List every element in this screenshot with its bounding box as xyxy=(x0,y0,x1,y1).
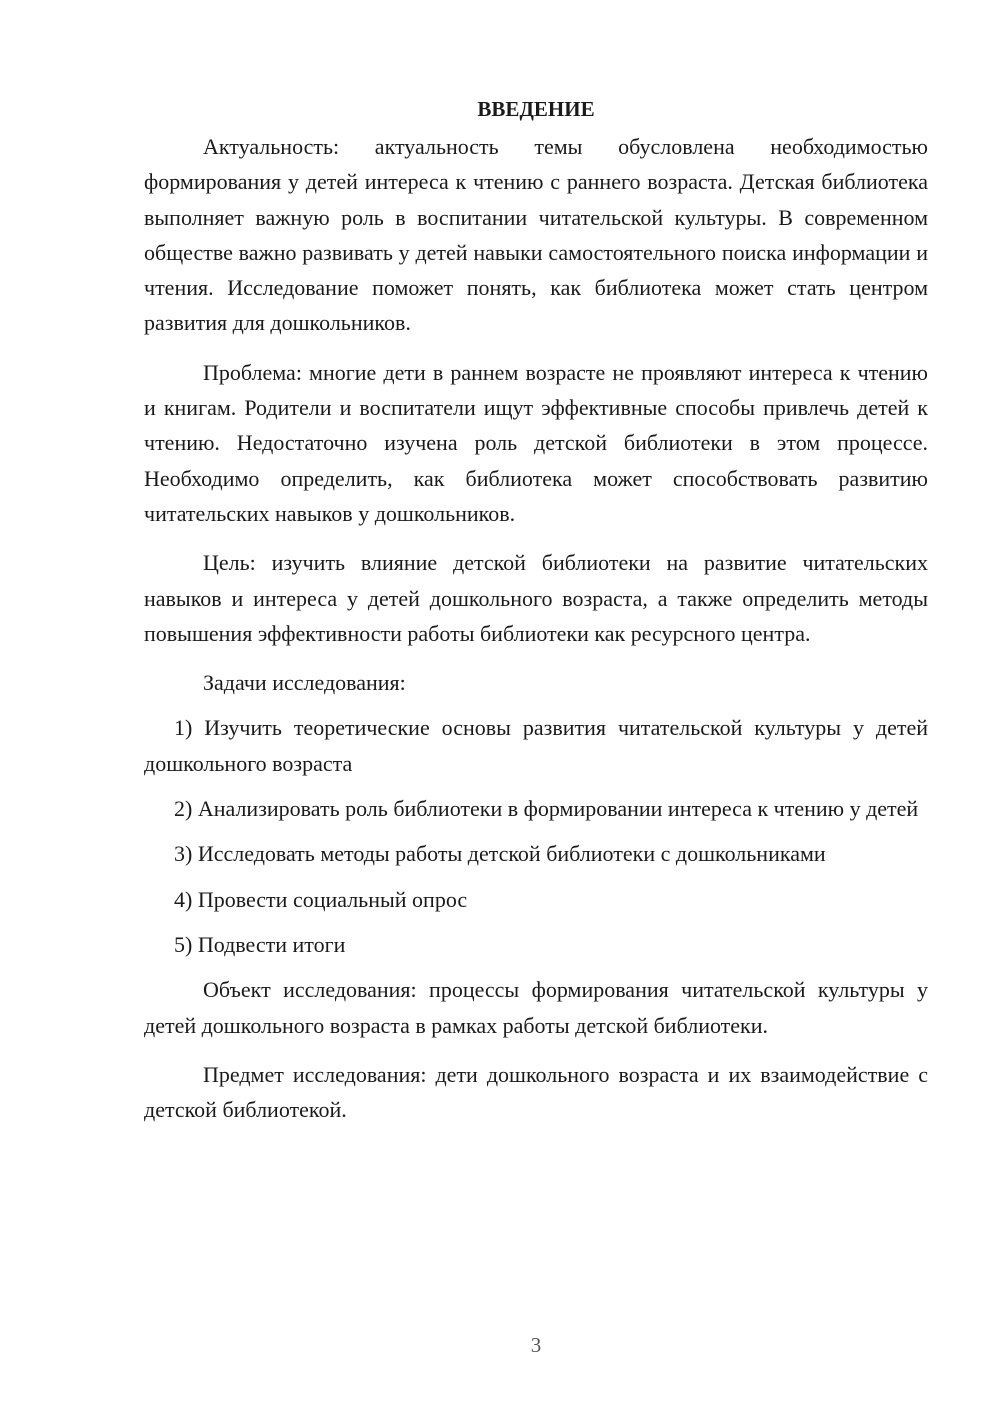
goal-paragraph: Цель: изучить влияние детской библиотеки на развитие читательских навыков и интереса у детей дошкольного возраста, а также определить методы повышения эффективности работы библиотеки как ресурсного центра. xyxy=(144,550,928,646)
page-content xyxy=(144,92,928,1141)
task-item: 5) Подвести итоги xyxy=(174,931,346,957)
problem-paragraph: Проблема: многие дети в раннем возрасте не проявляют интереса к чтению и книгам. Родители и воспитатели ищут эффективные способы привлечь детей к чтению. Недостаточно изучена роль детской библиотеки в этом процессе. Необходимо определить, как библиотека может способствовать развитию читательских навыков у дошкольников. xyxy=(144,359,928,526)
relevance-paragraph: Актуальность: актуальность темы обусловлена необходимостью формирования у детей интереса к чтению с раннего возраста. Детская библиотека выполняет важную роль в воспитании читательской культуры. В современном обществе важно развивать у детей навыки самостоятельного поиска информации и чтения. Исследование поможет понять, как библиотека может стать центром развития для дошкольников. xyxy=(144,134,928,336)
tasks-heading: Задачи исследования: xyxy=(203,670,406,696)
task-item: 4) Провести социальный опрос xyxy=(174,886,468,912)
subject-paragraph: Предмет исследования: дети дошкольного возраста и их взаимодействие с детской библиотекой. xyxy=(144,1061,928,1123)
page-number: 3 xyxy=(530,1333,542,1357)
task-item: 3) Исследовать методы работы детской библиотеки с дошкольниками xyxy=(174,841,826,867)
task-item: 1) Изучить теоретические основы развития читательской культуры у детей дошкольного возраста xyxy=(144,715,928,776)
page-title: ВВЕДЕНИЕ xyxy=(477,97,595,121)
object-paragraph: Объект исследования: процессы формирования читательской культуры у детей дошкольного возраста в рамках работы детской библиотеки. xyxy=(144,977,928,1038)
task-item: 2) Анализировать роль библиотеки в формировании интереса к чтению у детей xyxy=(174,796,919,822)
